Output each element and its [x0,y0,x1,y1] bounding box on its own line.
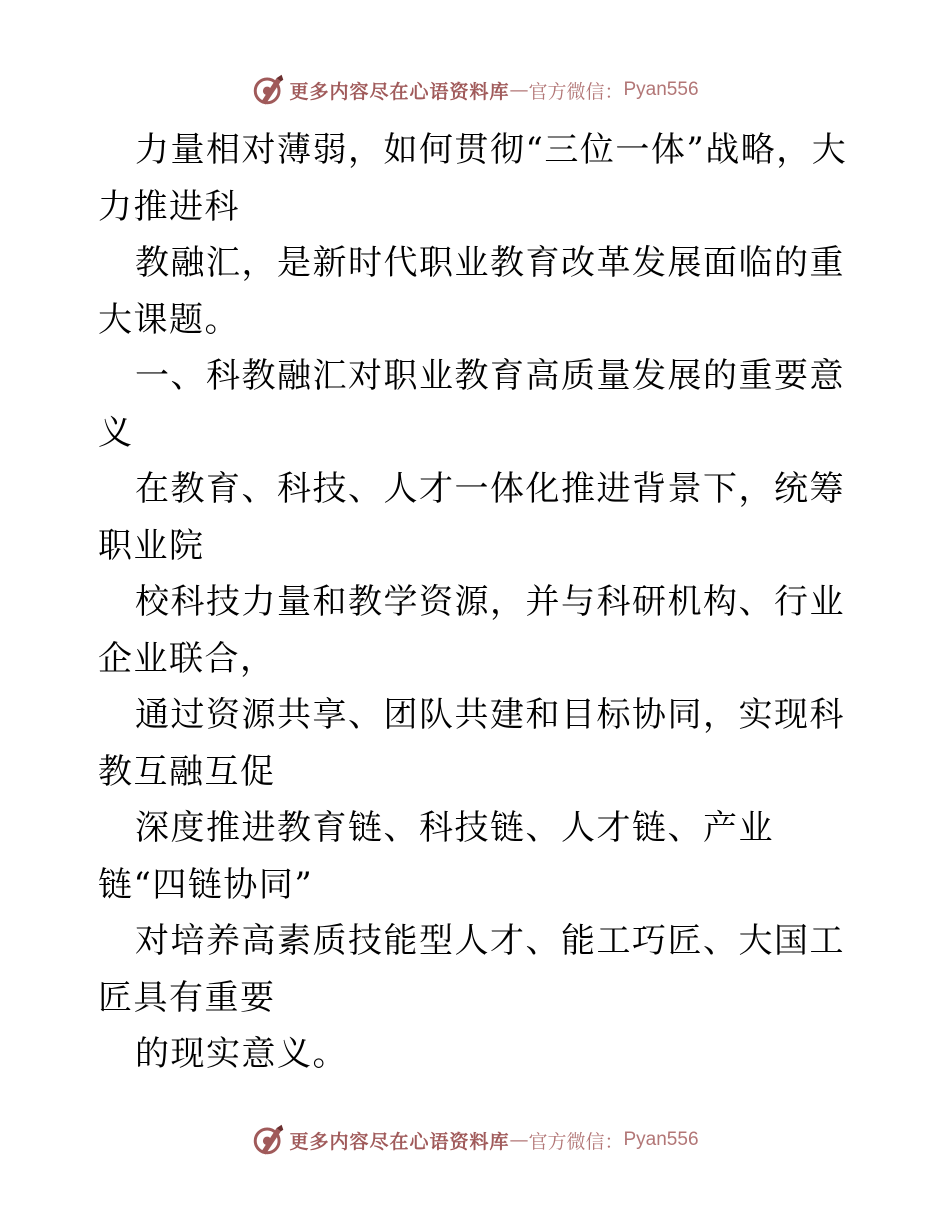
paragraph: 对培养高素质技能型人才、能工巧匠、大国工匠具有重要 [98,921,845,1018]
banner-wechat-label: 官方微信： [528,80,624,103]
footer-banner [0,1120,950,1160]
body-text [98,122,854,1083]
paragraph: 力量相对薄弱，如何贯彻“三位一体”战略，大力推进科 [98,130,848,227]
banner-wechat-id: Pyan556 [623,1129,699,1150]
paragraph: 的现实意义。 [135,1034,348,1074]
section-heading: 一、科教融汇对职业教育高质量发展的重要意义 [98,356,845,453]
header-banner [0,70,950,110]
paragraph: 教融汇，是新时代职业教育改革发展面临的重大课题。 [98,243,845,340]
pen-nib-logo-icon [251,1123,285,1157]
banner-title: 更多内容尽在心语资料库 [289,1130,510,1153]
banner-title: 更多内容尽在心语资料库 [289,80,510,103]
banner-dash: — [509,1129,529,1151]
paragraph: 在教育、科技、人才一体化推进背景下，统筹职业院 [98,469,845,566]
paragraph: 通过资源共享、团队共建和目标协同，实现科教互融互促 [98,695,845,792]
paragraph: 深度推进教育链、科技链、人才链、产业链“四链协同” [98,808,774,905]
banner-wechat-label: 官方微信： [528,1130,624,1153]
banner-wechat-id: Pyan556 [623,79,699,100]
banner-dash: — [509,79,529,101]
pen-nib-logo-icon [251,73,285,107]
paragraph: 校科技力量和教学资源，并与科研机构、行业企业联合， [98,582,845,679]
